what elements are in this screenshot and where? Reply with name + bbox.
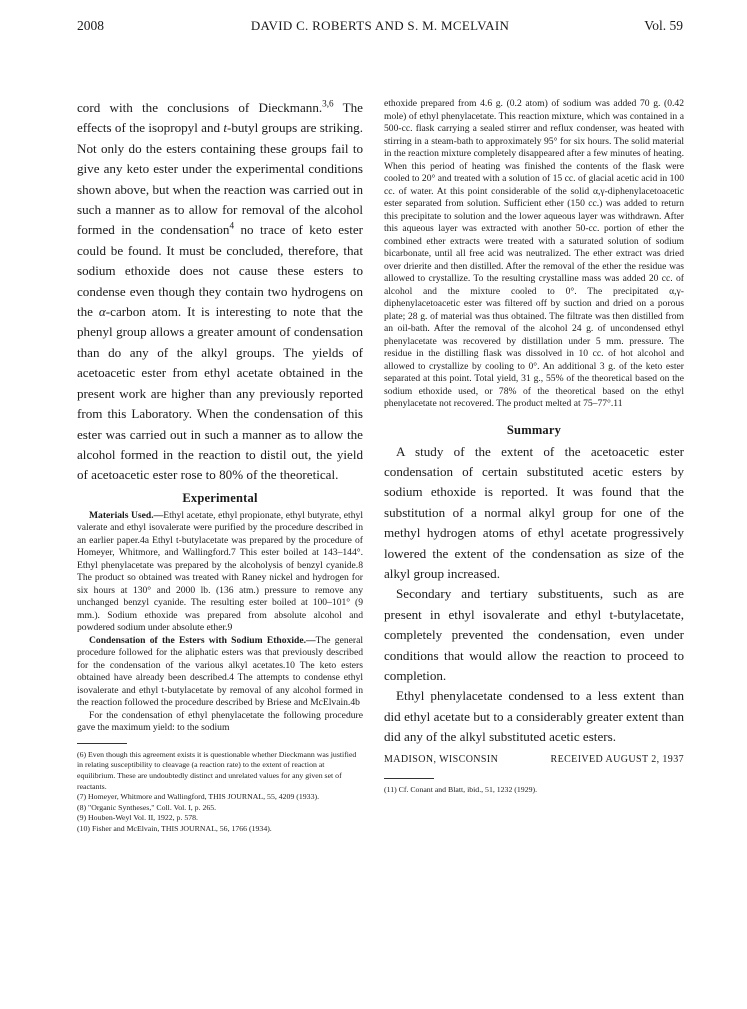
- signature-place: MADISON, WISCONSIN: [384, 753, 499, 765]
- footnote-rule-right: [384, 778, 434, 779]
- running-head: DAVID C. ROBERTS AND S. M. MCELVAIN: [250, 18, 510, 33]
- footnotes-right: [384, 785, 684, 796]
- experimental-heading: Experimental: [182, 490, 258, 505]
- page-header: [77, 18, 683, 38]
- footnote-rule: [77, 743, 127, 744]
- left-column: [77, 98, 363, 834]
- materials-paragraph: Materials Used.—Ethyl acetate, ethyl propionate, ethyl butyrate, ethyl valerate and ethyl isovalerate were purified by the procedure described in an earlier paper.4a Ethyl t-butylacetate was prepared by the procedure of Homeyer, Whitmore, and Wallingford.7 This ester boiled at 143–144°. Ethyl phenylacetate was prepared by the alcoholysis of benzyl cyanide.8 The product so obtained was treated with Raney nickel and hydrogen for six hours at 130° and 2000 lb. (136 atm.) pressure to remove any unchanged benzyl cyanide. The resulting ester boiled at 100–101° (9 mm.). Sodium ethoxide was prepared from absolute alcohol and powdered sodium under absolute ether.9: [77, 509, 363, 634]
- received-date: RECEIVED AUGUST 2, 1937: [550, 753, 684, 765]
- summary-paragraph-2: Secondary and tertiary substituents, such as are present in ethyl isovalerate and ethyl t-butylacetate, completely prevented the condensation, even under conditions that would allow the reaction to proceed to completion.: [384, 586, 684, 683]
- footnote-8: (8) "Organic Syntheses," Coll. Vol. I, p. 265.: [77, 802, 217, 812]
- page-number: 2008: [77, 18, 104, 33]
- footnote-7: (7) Homeyer, Whitmore and Wallingford, THIS JOURNAL, 55, 4209 (1933).: [77, 792, 320, 802]
- procedure-paragraph: ethoxide prepared from 4.6 g. (0.2 atom) of sodium was added 70 g. (0.42 mole) of ethyl phenylacetate. This reaction mixture, which was contained in a 500-cc. flask carrying a sealed stirrer and reflux condenser, was heated with stirring in a steam-bath to approximately 95° for six hours. The solid material in the reaction mixture completely disappeared after a few minutes of heating. When this period of heating was finished the contents of the flask were cooled to 20° and treated with a solution of 15 cc. of glacial acetic acid in 100 cc. of water. At this point considerable of the solid α,γ-diphenylacetoacetic ester separated from solution. Sufficient ether (150 cc.) was added to return this precipitate to solution and the lower aqueous layer was withdrawn. After this aqueous layer was extracted with another 50-cc. portion of ether the combined ether extracts were treated with a saturated solution of sodium bicarbonate, until all free acid was neutralized. The ether extract was dried over drierite and then distilled. After the removal of the ether the residue was allowed to crystallize. To the resulting crystalline mass was added 20 cc. of alcohol and the mixture cooled to 0°. The precipitated α,γ-diphenylacetoacetic ester was filtered off by suction and dried on a porous plate; 28 g. of material was thus obtained. The filtrate was then distilled from an oil-bath. After the removal of the alcohol 24 g. of uncondensed ethyl phenylacetate was recovered by distillation under 5 mm. pressure. The residue in the distilling flask was dissolved in 10 cc. of hot alcohol and allowed to crystallize by cooling to 0°. An additional 3 g. of the keto ester separated at this point. Total yield, 31 g., 55% of the theoretical based on the sodium ethoxide used, or 78% of the theoretical based on the ethyl phenylacetate not recovered. The product melted at 75–77°.11: [384, 98, 684, 409]
- condensation-paragraph: Condensation of the Esters with Sodium Ethoxide.—The general procedure followed for the aliphatic esters was that previously described for the condensation of the various alkyl acetates.10 The keto esters obtained have already been described.4 The attempts to condense ethyl isovalerate and ethyl t-butylacetate by removal of any alcohol formed in the reaction followed the procedure described by Briese and McElvain.4b: [77, 634, 363, 709]
- footnote-9: (9) Houben-Weyl Vol. II, 1922, p. 578.: [77, 813, 199, 823]
- footnotes-left: [77, 750, 363, 835]
- summary-paragraph-1: A study of the extent of the acetoacetic ester condensation of certain substituted acetic esters by sodium ethoxide is reported. It was found that the substitution of a normal alkyl group for one of the methyl hydrogen atoms of ethyl acetate progressively lowered the extent of the condensation as size of the alkyl group increased.: [384, 443, 684, 581]
- intro-paragraph: cord with the conclusions of Dieckmann.$^{3,6}$ The effects of the isopropyl and t-butyl groups are striking. Not only do the esters containing these groups fail to give any keto ester under the experimental conditions shown above, but when the reaction was carried out in such a manner as to allow for removal of the alcohol formed in the condensation$^4$ no trace of keto ester could be found. It must be concluded, therefore, that sodium ethoxide does not cause these esters to condense even though they contain two hydrogens on the α-carbon atom. It is interesting to note that the phenyl group allows a greater amount of condensation than do any of the alkyl groups. The yields of acetoacetic ester from ethyl acetate obtained in the present work are higher than any previously reported from this Laboratory. When the condensation of this ester was carried out in such a manner as to allow the alcohol formed in the reaction to distil out, the yield of acetoacetic ester rose to 80% of the theoretical.: [77, 98, 364, 483]
- summary-heading: Summary: [506, 422, 562, 437]
- right-column: [384, 98, 684, 795]
- footnote-11: (11) Cf. Conant and Blatt, ibid., 51, 1232 (1929).: [384, 784, 538, 794]
- summary-paragraph-3: Ethyl phenylacetate condensed to a less extent than did ethyl acetate but to a considerably greater extent than did any of the alkyl substituted acetic esters.: [384, 688, 684, 745]
- footnote-10: (10) Fisher and McElvain, THIS JOURNAL, 56, 1766 (1934).: [77, 823, 272, 833]
- footnote-6: (6) Even though this agreement exists it is questionable whether Dieckmann was justified in relating susceptibility to cleavage (a reaction rate) to the extent of reaction at equilibrium. These are undoubtedly distinct and unrelated values for any given set of reactants.: [77, 749, 357, 791]
- volume-label: Vol. 59: [644, 18, 683, 33]
- phenylacetate-paragraph: For the condensation of ethyl phenylacetate the following procedure gave the maximum yield: to the sodium: [77, 709, 363, 734]
- signature-row: [384, 754, 684, 770]
